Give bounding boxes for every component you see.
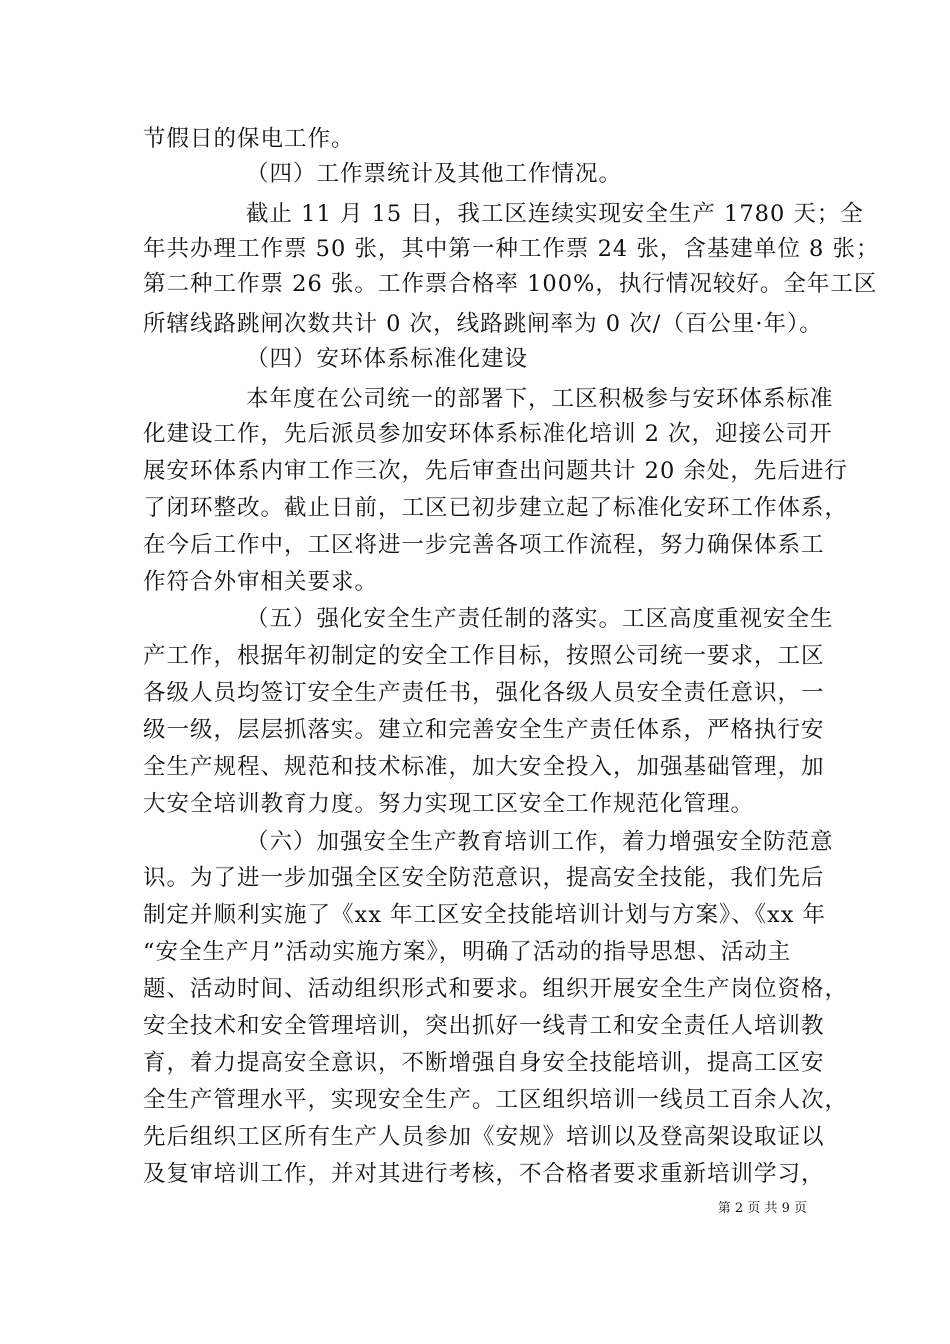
text-line: 全生产规程、规范和技术标准，加大安全投入，加强基础管理，加	[143, 754, 825, 780]
text-line: 育，着力提高安全意识，不断增强自身安全技能培训，提高工区安	[143, 1050, 825, 1076]
text-line: 全生产管理水平，实现安全生产。工区组织培训一线员工百余人次，	[143, 1087, 849, 1113]
text-line: 大安全培训教育力度。努力实现工区安全工作规范化管理。	[143, 791, 755, 817]
text-line: 展安环体系内审工作三次，先后审查出问题共计 20 余处，先后进行	[143, 458, 848, 484]
text-line: 级一级，层层抓落实。建立和完善安全生产责任体系，严格执行安	[143, 717, 825, 743]
text-line: 截止 11 月 15 日，我工区连续实现安全生产 1780 天；全	[246, 201, 864, 227]
section-heading-training: （六）加强安全生产教育培训工作，着力增强安全防范意	[246, 829, 834, 855]
text-line: 化建设工作，先后派员参加安环体系标准化培训 2 次，迎接公司开	[143, 421, 833, 447]
text-line: 题、活动时间、活动组织形式和要求。组织开展安全生产岗位资格，	[143, 976, 849, 1002]
text-line: 识。为了进一步加强全区安全防范意识，提高安全技能，我们先后	[143, 865, 825, 891]
section-heading-ticket-stats: （四）工作票统计及其他工作情况。	[246, 161, 623, 187]
section-heading-responsibility: （五）强化安全生产责任制的落实。工区高度重视安全生	[246, 606, 834, 632]
text-line: 先后组织工区所有生产人员参加《安规》培训以及登高架设取证以	[143, 1124, 825, 1150]
text-line: “安全生产月”活动实施方案》，明确了活动的指导思想、活动主	[143, 939, 792, 965]
text-line: 节假日的保电工作。	[143, 126, 355, 152]
text-line: 安全技术和安全管理培训，突出抓好一线青工和安全责任人培训教	[143, 1013, 825, 1039]
text-line: 了闭环整改。截止日前，工区已初步建立起了标准化安环工作体系，	[143, 495, 849, 521]
text-line: 作符合外审相关要求。	[143, 569, 379, 595]
text-line: 在今后工作中，工区将进一步完善各项工作流程，努力确保体系工	[143, 532, 825, 558]
text-line: 制定并顺利实施了《xx 年工区安全技能培训计划与方案》、《xx 年	[143, 902, 827, 928]
page-number-footer: 第 2 页 共 9 页	[717, 1201, 807, 1216]
text-line: 产工作，根据年初制定的安全工作目标，按照公司统一要求，工区	[143, 643, 825, 669]
text-line: 所辖线路跳闸次数共计 0 次，线路跳闸率为 0 次/（百公里·年）。	[143, 311, 823, 337]
text-line: 年共办理工作票 50 张，其中第一种工作票 24 张，含基建单位 8 张；	[143, 236, 880, 262]
text-line: 本年度在公司统一的部署下，工区积极参与安环体系标准	[246, 386, 834, 412]
text-line: 第二种工作票 26 张。工作票合格率 100%，执行情况较好。全年工区	[143, 271, 878, 297]
text-line: 各级人员均签订安全生产责任书，强化各级人员安全责任意识，一	[143, 680, 825, 706]
section-heading-standardization: （四）安环体系标准化建设	[246, 346, 529, 372]
text-line: 及复审培训工作，并对其进行考核，不合格者要求重新培训学习，	[143, 1161, 825, 1187]
